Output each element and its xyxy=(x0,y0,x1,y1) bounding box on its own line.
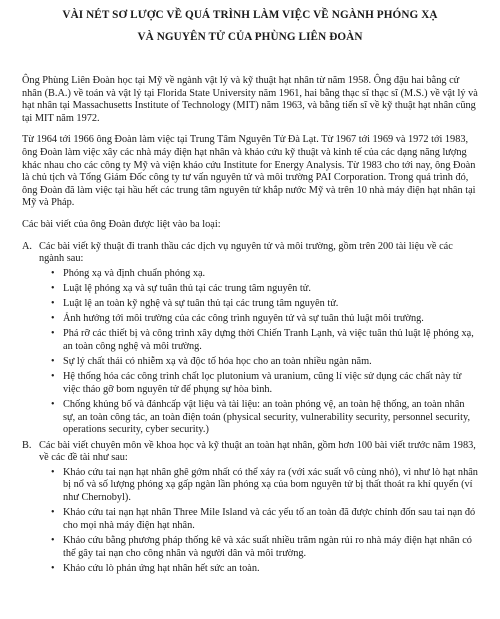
section-b-text: Các bài viết chuyên môn về khoa học và kỹ thuật an toàn hạt nhân, gồm hơn 100 bài viết trước năm 1983, về các đề tài như sau: xyxy=(39,439,476,464)
list-item: • Luật lệ phóng xạ và sự tuân thủ tại các trung tâm nguyên tử. xyxy=(63,283,478,296)
section-a-list xyxy=(39,268,478,437)
list-item: • Hệ thống hóa các công trình chất lọc plutonium và uranium, cũng lí việc sử dụng các chất này từ việc tháo gỡ bom nguyên tử để phụng sự hòa bình. xyxy=(63,371,478,396)
list-item: • Ảnh hưởng tới môi trường của các công trình nguyên tử và sự tuân thủ luật môi trường. xyxy=(63,313,478,326)
paragraph-education: Ông Phùng Liên Đoàn học tại Mỹ về ngành vật lý và kỹ thuật hạt nhân từ năm 1958. Ông đậu hai bằng cử nhân (B.A.) về toán và vật lý tại Florida State University năm 1961, hai bằng thạc sĩ thạc sĩ (M.S.) về vật lý và hạt nhân tại Massachusetts Institute of Technology (MIT) năm 1963, và bằng tiến sĩ về kỹ thuật hạt nhân cũng tại MIT năm 1972. xyxy=(22,75,478,124)
document-title-line-2: VÀ NGUYÊN TỬ CỦA PHÙNG LIÊN ĐOÀN xyxy=(137,31,363,43)
section-a-text: Các bài viết kỹ thuật đi tranh thầu các dịch vụ nguyên tử và môi trường, gồm trên 200 tài liệu về các ngành sau: xyxy=(39,240,453,265)
list-item: • Khảo cứu bằng phương pháp thống kê và xác suất nhiều trăm ngàn rủi ro nhà máy điện hạt nhân có thể gây tai nạn cho công nhân và người dân và môi trường. xyxy=(63,535,478,560)
list-item: • Khảo cứu tai nạn hạt nhân ghê gớm nhất có thể xảy ra (với xác suất vô cùng nhỏ), vì như lò hạt nhân bị nổ và số lượng phóng xạ gấp ngàn lần phóng xạ của bom nguyên tử bị thất thoát ra khí quyển (ví như Chernobyl). xyxy=(63,467,478,505)
list-item: • Khảo cứu lò phản ứng hạt nhân hết sức an toàn. xyxy=(63,563,478,576)
section-a xyxy=(22,241,478,437)
list-item: • Luật lệ an toàn kỹ nghệ và sự tuân thủ tại các trung tâm nguyên tử. xyxy=(63,298,478,311)
paragraph-categories-intro: Các bài viết của ông Đoàn được liệt vào ba loại: xyxy=(22,218,221,230)
list-item: • Chống khủng bố và đánhcấp vật liệu và tài liệu: an toàn phóng vệ, an toàn hệ thống, an toàn nhân sự, an toàn công tác, an toàn điện toán (physical security, vulnerability security, personnel security, operations security, cyber security.) xyxy=(63,399,478,437)
section-b-list xyxy=(39,467,478,576)
list-item: • Phóng xạ và định chuẩn phóng xạ. xyxy=(63,268,478,281)
list-item: • Sự lý chất thải có nhiễm xạ và độc tố hóa học cho an toàn nhiều ngàn năm. xyxy=(63,356,478,369)
section-a-label: A. xyxy=(22,240,33,252)
document-title-line-1: VÀI NÉT SƠ LƯỢC VỀ QUÁ TRÌNH LÀM VIỆC VỀ NGÀNH PHÓNG XẠ xyxy=(62,9,438,21)
list-item: • Khảo cứu tai nạn hạt nhân Three Mile Island và các yếu tố an toàn đã được chỉnh đốn sau tai nạn đó cho mọi nhà máy điện hạt nhân. xyxy=(63,507,478,532)
section-b-label: B. xyxy=(22,439,32,451)
paragraph-career: Từ 1964 tới 1966 ông Đoàn làm việc tại Trung Tâm Nguyên Tử Đà Lạt. Từ 1967 tới 1969 và 1972 tới 1983, ông Đoàn làm việc xây các nhà máy điện hạt nhân và khảo cứu kỹ thuật và kinh tế của các dạng năng lượng khác nhau cho các công ty Mỹ và viện khảo cứu Institute for Energy Analysis. Từ 1983 cho tới nay, ông Đoàn là chủ tịch và Tổng Giám Đốc công ty tư vấn nguyên tử và môi trường PAI Corporation. Trong quá trình đó, ông Đoàn đã làm việc tại hầu hết các trung tâm nguyên tử khắp nước Mỹ và trên 10 nhà máy điện hạt nhân tại Mỹ và Pháp. xyxy=(22,134,476,209)
list-item: • Phá rỡ các thiết bị và công trình xây dựng thời Chiến Tranh Lạnh, và việc tuân thủ luật lệ phóng xạ, an toàn công nghệ và môi trường. xyxy=(63,328,478,353)
section-b xyxy=(22,440,478,576)
